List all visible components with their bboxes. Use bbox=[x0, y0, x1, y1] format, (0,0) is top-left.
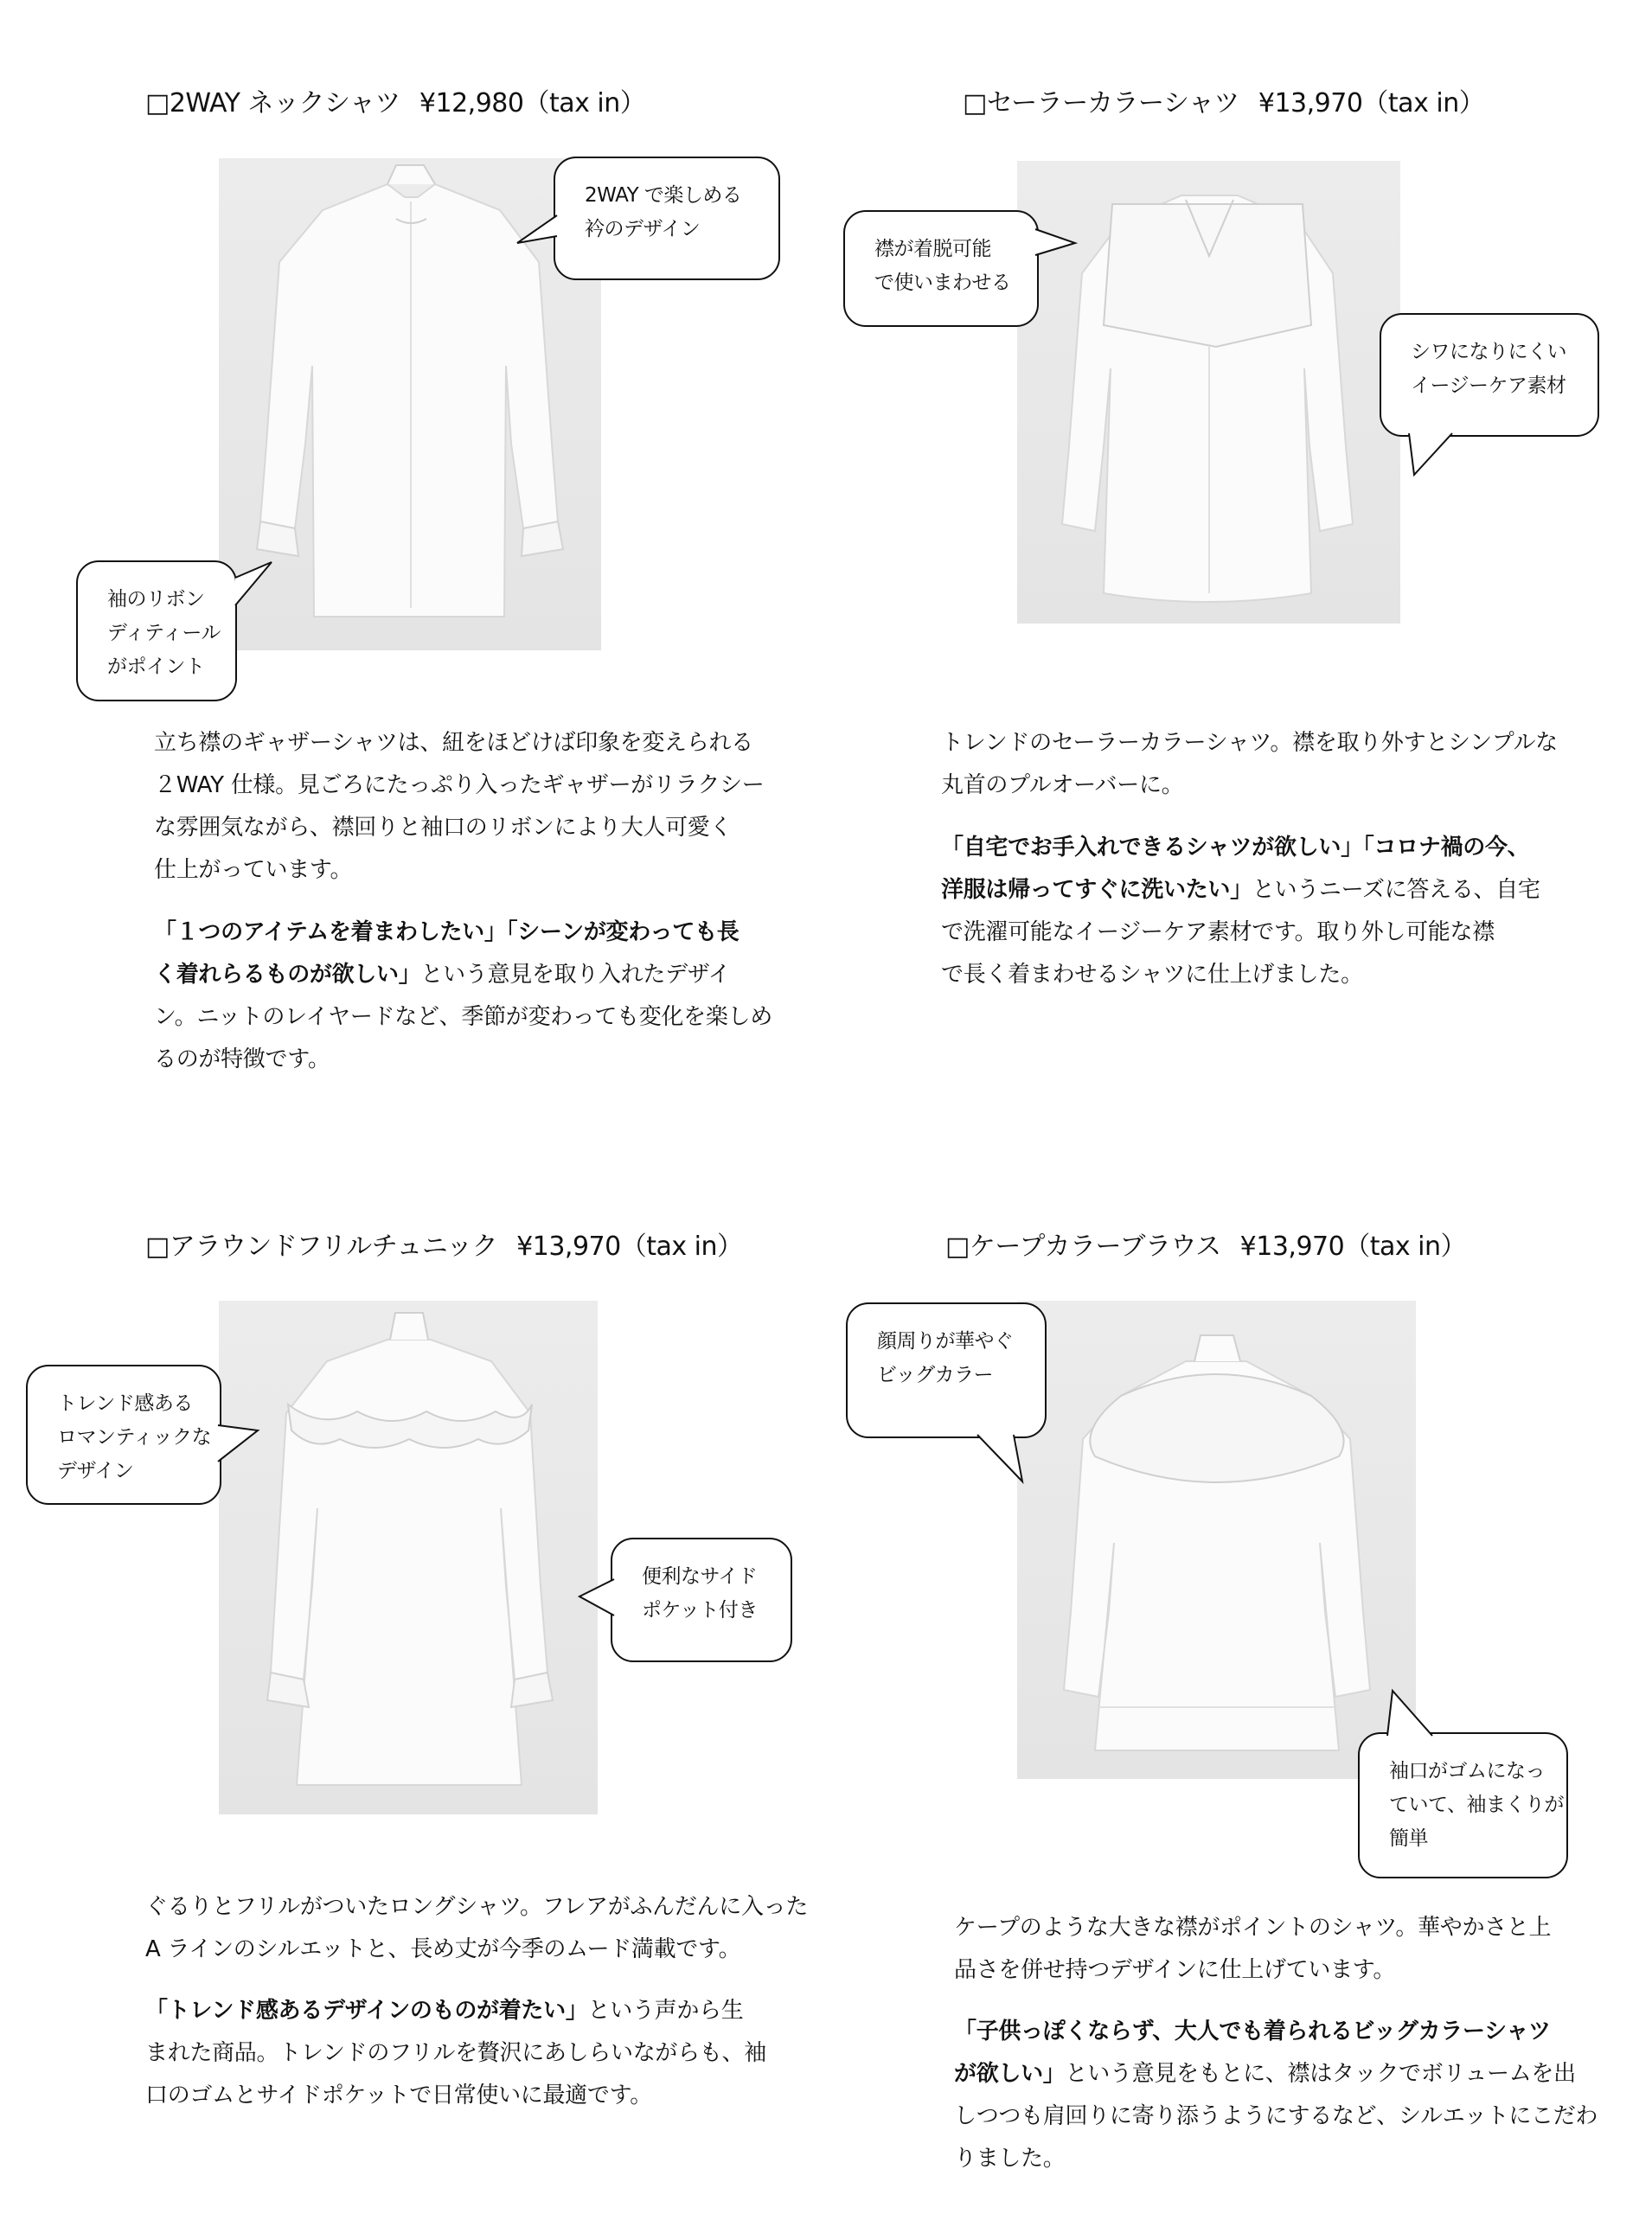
description-line: な雰囲気ながら、襟回りと袖口のリボンにより大人可愛く bbox=[154, 815, 733, 841]
speech-tail-icon bbox=[515, 214, 559, 250]
quote-rest: という意見を取り入れたデザイ bbox=[420, 962, 731, 988]
callout-line: デザイン bbox=[57, 1460, 134, 1482]
callout-line: 襟が着脱可能 bbox=[874, 238, 991, 260]
description-line: ２WAY 仕様。見ごろにたっぷり入ったギャザーがリラクシー bbox=[154, 772, 765, 798]
product-price: ¥13,970（tax in） bbox=[1239, 1232, 1466, 1262]
callout-line: 2WAY で楽しめる bbox=[585, 184, 742, 207]
quote-bold: 「トレンド感あるデザインのものが着たい」 bbox=[145, 1998, 588, 2024]
description-line: A ラインのシルエットと、長め丈が今季のムード満載です。 bbox=[145, 1936, 741, 1962]
quote-rest: しつつも肩回りに寄り添うようにするなど、シルエットにこだわ bbox=[954, 2103, 1598, 2129]
product-4-quote bbox=[954, 2011, 1598, 2180]
quote-rest: というニーズに答える、自宅 bbox=[1252, 877, 1540, 903]
callout-line: ていて、袖まくりが bbox=[1389, 1794, 1565, 1816]
callout-line: ロマンティックな bbox=[57, 1426, 212, 1449]
callout-bubble bbox=[611, 1538, 792, 1662]
quote-line bbox=[941, 827, 1540, 869]
quote-line bbox=[941, 912, 1540, 954]
quote-line bbox=[154, 912, 772, 954]
quote-line bbox=[954, 2011, 1598, 2053]
description-line: 品さを併せ持つデザインに仕上げています。 bbox=[954, 1957, 1396, 1983]
callout-line: ビッグカラー bbox=[877, 1364, 994, 1386]
speech-tail-icon bbox=[216, 1424, 259, 1467]
quote-line bbox=[154, 954, 772, 996]
product-price: ¥13,970（tax in） bbox=[1258, 88, 1485, 118]
quote-line bbox=[145, 1990, 766, 2032]
description-line: トレンドのセーラーカラーシャツ。襟を取り外すとシンプルな bbox=[941, 730, 1558, 756]
callout-line: 便利なサイド bbox=[642, 1565, 758, 1588]
quote-bold: く着れらるものが欲しい」 bbox=[154, 962, 421, 988]
product-name: □ケープカラーブラウス bbox=[945, 1232, 1221, 1262]
callout-line: シワになりにくい bbox=[1411, 341, 1566, 363]
shirt-illustration bbox=[1017, 1301, 1416, 1779]
quote-rest: りました。 bbox=[954, 2146, 1066, 2172]
callout-bubble bbox=[1380, 313, 1599, 437]
product-price: ¥12,980（tax in） bbox=[419, 88, 646, 118]
quote-line bbox=[154, 1039, 772, 1081]
description-line: 立ち襟のギャザーシャツは、紐をほどけば印象を変えられる bbox=[154, 730, 753, 756]
speech-tail-icon bbox=[1407, 432, 1459, 477]
callout-bubble bbox=[26, 1365, 221, 1505]
product-1-title bbox=[145, 81, 645, 119]
quote-line bbox=[145, 2075, 766, 2117]
quote-rest: 口のゴムとサイドポケットで日常使いに最適です。 bbox=[145, 2083, 652, 2108]
quote-bold: 「１つのアイテムを着まわしたい」「シーンが変わっても長 bbox=[154, 919, 740, 945]
quote-line bbox=[954, 2095, 1598, 2138]
speech-tail-icon bbox=[578, 1577, 616, 1619]
callout-line: 顔周りが華やぐ bbox=[877, 1330, 1014, 1353]
speech-tail-icon bbox=[1384, 1689, 1436, 1737]
callout-line: がポイント bbox=[107, 656, 205, 678]
product-4-title bbox=[945, 1225, 1466, 1263]
quote-line bbox=[954, 2053, 1598, 2095]
quote-rest: で長く着まわせるシャツに仕上げました。 bbox=[941, 962, 1363, 988]
callout-line: ポケット付き bbox=[642, 1599, 758, 1622]
product-3-quote bbox=[145, 1990, 766, 2117]
product-2-description bbox=[941, 722, 1558, 807]
callout-line: 衿のデザイン bbox=[585, 218, 701, 240]
product-3-description bbox=[145, 1886, 808, 1971]
callout-line: 袖のリボン bbox=[107, 588, 205, 611]
quote-rest: ン。ニットのレイヤードなど、季節が変わっても変化を楽しめ bbox=[154, 1004, 772, 1030]
callout-line: 袖口がゴムになっ bbox=[1389, 1760, 1545, 1782]
product-price: ¥13,970（tax in） bbox=[516, 1232, 743, 1262]
product-name: □アラウンドフリルチュニック bbox=[145, 1232, 498, 1262]
quote-rest: るのが特徴です。 bbox=[154, 1046, 330, 1072]
description-line: 丸首のプルオーバーに。 bbox=[941, 772, 1184, 798]
product-name: □セーラーカラーシャツ bbox=[963, 88, 1239, 118]
speech-tail-icon bbox=[976, 1433, 1024, 1485]
callout-line: 簡単 bbox=[1389, 1827, 1428, 1850]
callout-bubble bbox=[1358, 1732, 1568, 1878]
description-line: 仕上がっています。 bbox=[154, 857, 353, 883]
product-name: □2WAY ネックシャツ bbox=[145, 88, 400, 118]
product-4-description bbox=[954, 1907, 1551, 1992]
product-1-quote bbox=[154, 912, 772, 1081]
quote-line bbox=[145, 2032, 766, 2075]
speech-tail-icon bbox=[1034, 227, 1077, 264]
quote-rest: で洗濯可能なイージーケア素材です。取り外し可能な襟 bbox=[941, 919, 1495, 945]
callout-line: イージーケア素材 bbox=[1411, 374, 1566, 397]
product-3-title bbox=[145, 1225, 743, 1263]
quote-rest: まれた商品。トレンドのフリルを贅沢にあしらいながらも、袖 bbox=[145, 2040, 766, 2066]
quote-rest: という声から生 bbox=[587, 1998, 744, 2024]
callout-bubble bbox=[846, 1302, 1047, 1438]
callout-bubble bbox=[76, 560, 237, 701]
callout-line: で使いまわせる bbox=[874, 272, 1011, 294]
quote-bold: 「子供っぽくならず、大人でも着られるビッグカラーシャツ bbox=[954, 2019, 1551, 2044]
product-1-description bbox=[154, 722, 765, 892]
quote-bold: 「自宅でお手入れできるシャツが欲しい」「コロナ禍の今、 bbox=[941, 835, 1530, 861]
callout-line: ディティール bbox=[107, 622, 221, 644]
quote-line bbox=[954, 2138, 1598, 2180]
product-4-photo bbox=[1017, 1301, 1416, 1779]
quote-bold: 洋服は帰ってすぐに洗いたい」 bbox=[941, 877, 1252, 903]
callout-line: トレンド感ある bbox=[57, 1392, 193, 1415]
quote-bold: が欲しい」 bbox=[954, 2061, 1066, 2087]
product-2-quote bbox=[941, 827, 1540, 996]
product-3-photo bbox=[219, 1301, 598, 1814]
product-2-title bbox=[963, 81, 1484, 119]
description-line: ケープのような大きな襟がポイントのシャツ。華やかさと上 bbox=[954, 1915, 1552, 1941]
callout-bubble bbox=[554, 157, 780, 280]
quote-line bbox=[941, 954, 1540, 996]
quote-rest: という意見をもとに、襟はタックでボリュームを出 bbox=[1065, 2061, 1576, 2087]
quote-line bbox=[154, 996, 772, 1039]
quote-line bbox=[941, 869, 1540, 912]
callout-bubble bbox=[843, 210, 1039, 327]
shirt-illustration bbox=[219, 1301, 598, 1814]
description-line: ぐるりとフリルがついたロングシャツ。フレアがふんだんに入った bbox=[145, 1894, 809, 1920]
speech-tail-icon bbox=[234, 560, 273, 614]
